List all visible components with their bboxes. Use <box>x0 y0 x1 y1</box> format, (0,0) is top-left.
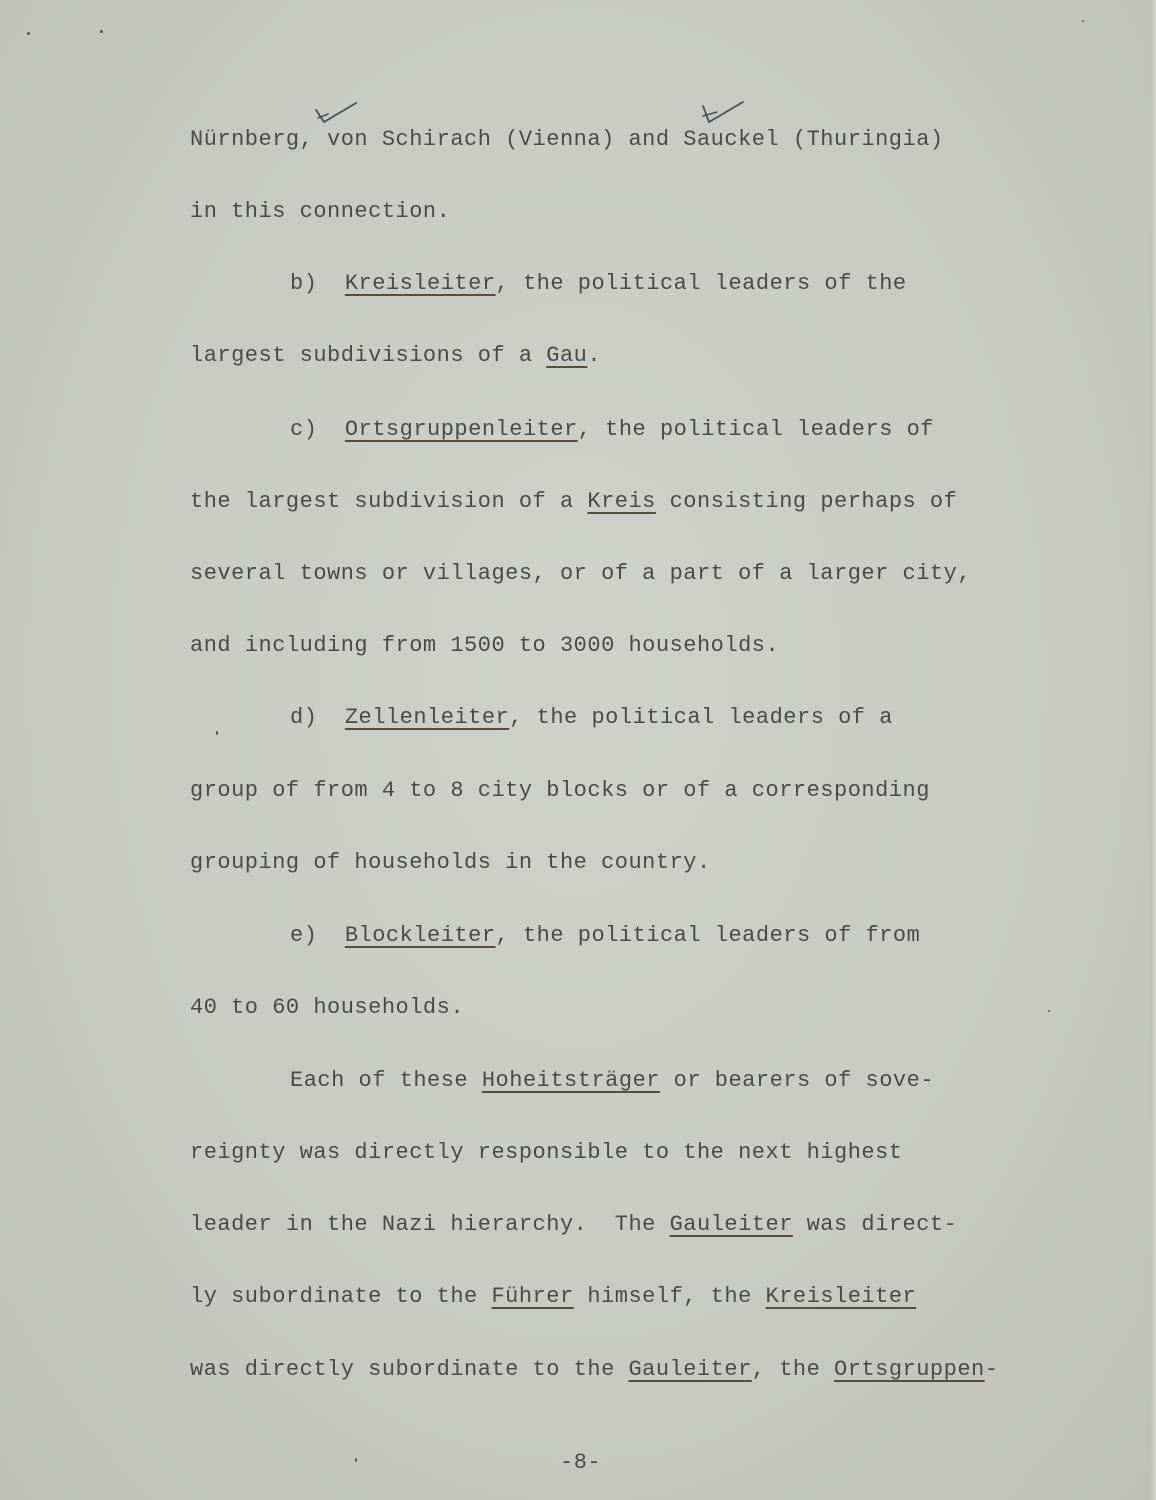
text-line <box>190 199 450 225</box>
text-segment: Each of these <box>290 1068 482 1093</box>
paper-speck <box>355 1458 357 1462</box>
underlined-term: Zellenleiter <box>344 705 510 730</box>
text-line <box>190 1212 957 1238</box>
text-segment: ly subordinate to the <box>190 1284 492 1309</box>
text-segment: consisting perhaps of <box>655 489 958 514</box>
text-segment: the largest subdivision of a <box>190 489 588 514</box>
underlined-term: Kreisleiter <box>765 1284 917 1309</box>
page-number: -8- <box>560 1450 602 1475</box>
underlined-term: Ortsgruppenleiter <box>344 417 578 442</box>
text-segment: , the political leaders of from <box>495 923 921 948</box>
text-line <box>190 850 711 876</box>
text-segment: c) <box>290 417 345 442</box>
text-line <box>190 489 957 515</box>
text-segment: . <box>587 343 602 368</box>
text-segment: grouping of households in the country. <box>190 850 711 875</box>
text-segment: Nürnberg, von Schirach (Vienna) and Sauckel (Thuringia) <box>190 127 944 152</box>
underlined-term: Führer <box>491 1284 574 1309</box>
underlined-term: Kreis <box>587 489 656 514</box>
text-segment: , the <box>751 1357 835 1382</box>
underlined-term: Blockleiter <box>344 923 496 948</box>
paper-speck <box>100 30 103 33</box>
text-segment: in this connection. <box>190 199 451 224</box>
text-line <box>290 923 920 949</box>
text-segment: - <box>984 1357 999 1382</box>
text-line <box>290 705 893 731</box>
text-segment: or bearers of sove- <box>659 1068 935 1093</box>
underlined-term: Gau <box>546 343 588 368</box>
text-line <box>290 1068 934 1094</box>
text-line <box>190 561 971 587</box>
text-segment: was direct- <box>792 1212 958 1237</box>
text-line <box>190 1284 916 1310</box>
check-mark-icon <box>312 100 362 134</box>
text-line <box>190 778 930 804</box>
page-edge <box>1150 0 1156 1500</box>
text-line <box>190 633 779 659</box>
paper-speck <box>216 731 218 735</box>
text-segment: 40 to 60 households. <box>190 995 465 1020</box>
text-line <box>190 343 601 369</box>
text-segment: reignty was directly responsible to the next highest <box>190 1140 903 1165</box>
underlined-term: Gauleiter <box>628 1357 752 1382</box>
text-line <box>190 127 944 153</box>
check-mark-icon <box>695 98 749 134</box>
text-segment: , the political leaders of the <box>495 271 907 296</box>
text-segment: largest subdivisions of a <box>190 343 547 368</box>
text-segment: , the political leaders of <box>577 417 935 442</box>
underlined-term: Gauleiter <box>669 1212 793 1237</box>
text-segment: himself, the <box>573 1284 766 1309</box>
paper-speck <box>1082 20 1084 22</box>
text-line <box>190 1357 998 1383</box>
text-line <box>290 271 907 297</box>
text-segment: group of from 4 to 8 city blocks or of a corresponding <box>190 778 930 803</box>
text-segment: and including from 1500 to 3000 households. <box>190 633 780 658</box>
underlined-term: Hoheitsträger <box>481 1068 660 1093</box>
underlined-term: Kreisleiter <box>344 271 496 296</box>
paper-speck <box>27 32 30 35</box>
underlined-term: Ortsgruppen <box>834 1357 985 1382</box>
text-segment: b) <box>290 271 345 296</box>
text-line <box>290 417 934 443</box>
text-segment: leader in the Nazi hierarchy. The <box>190 1212 670 1237</box>
text-line <box>190 1140 903 1166</box>
paper-speck <box>1048 1010 1050 1012</box>
text-line <box>190 995 464 1021</box>
text-segment: d) <box>290 705 345 730</box>
text-segment: several towns or villages, or of a part of a larger city, <box>190 561 972 586</box>
text-segment: , the political leaders of a <box>509 705 893 730</box>
text-segment: e) <box>290 923 345 948</box>
text-segment: was directly subordinate to the <box>190 1357 629 1382</box>
